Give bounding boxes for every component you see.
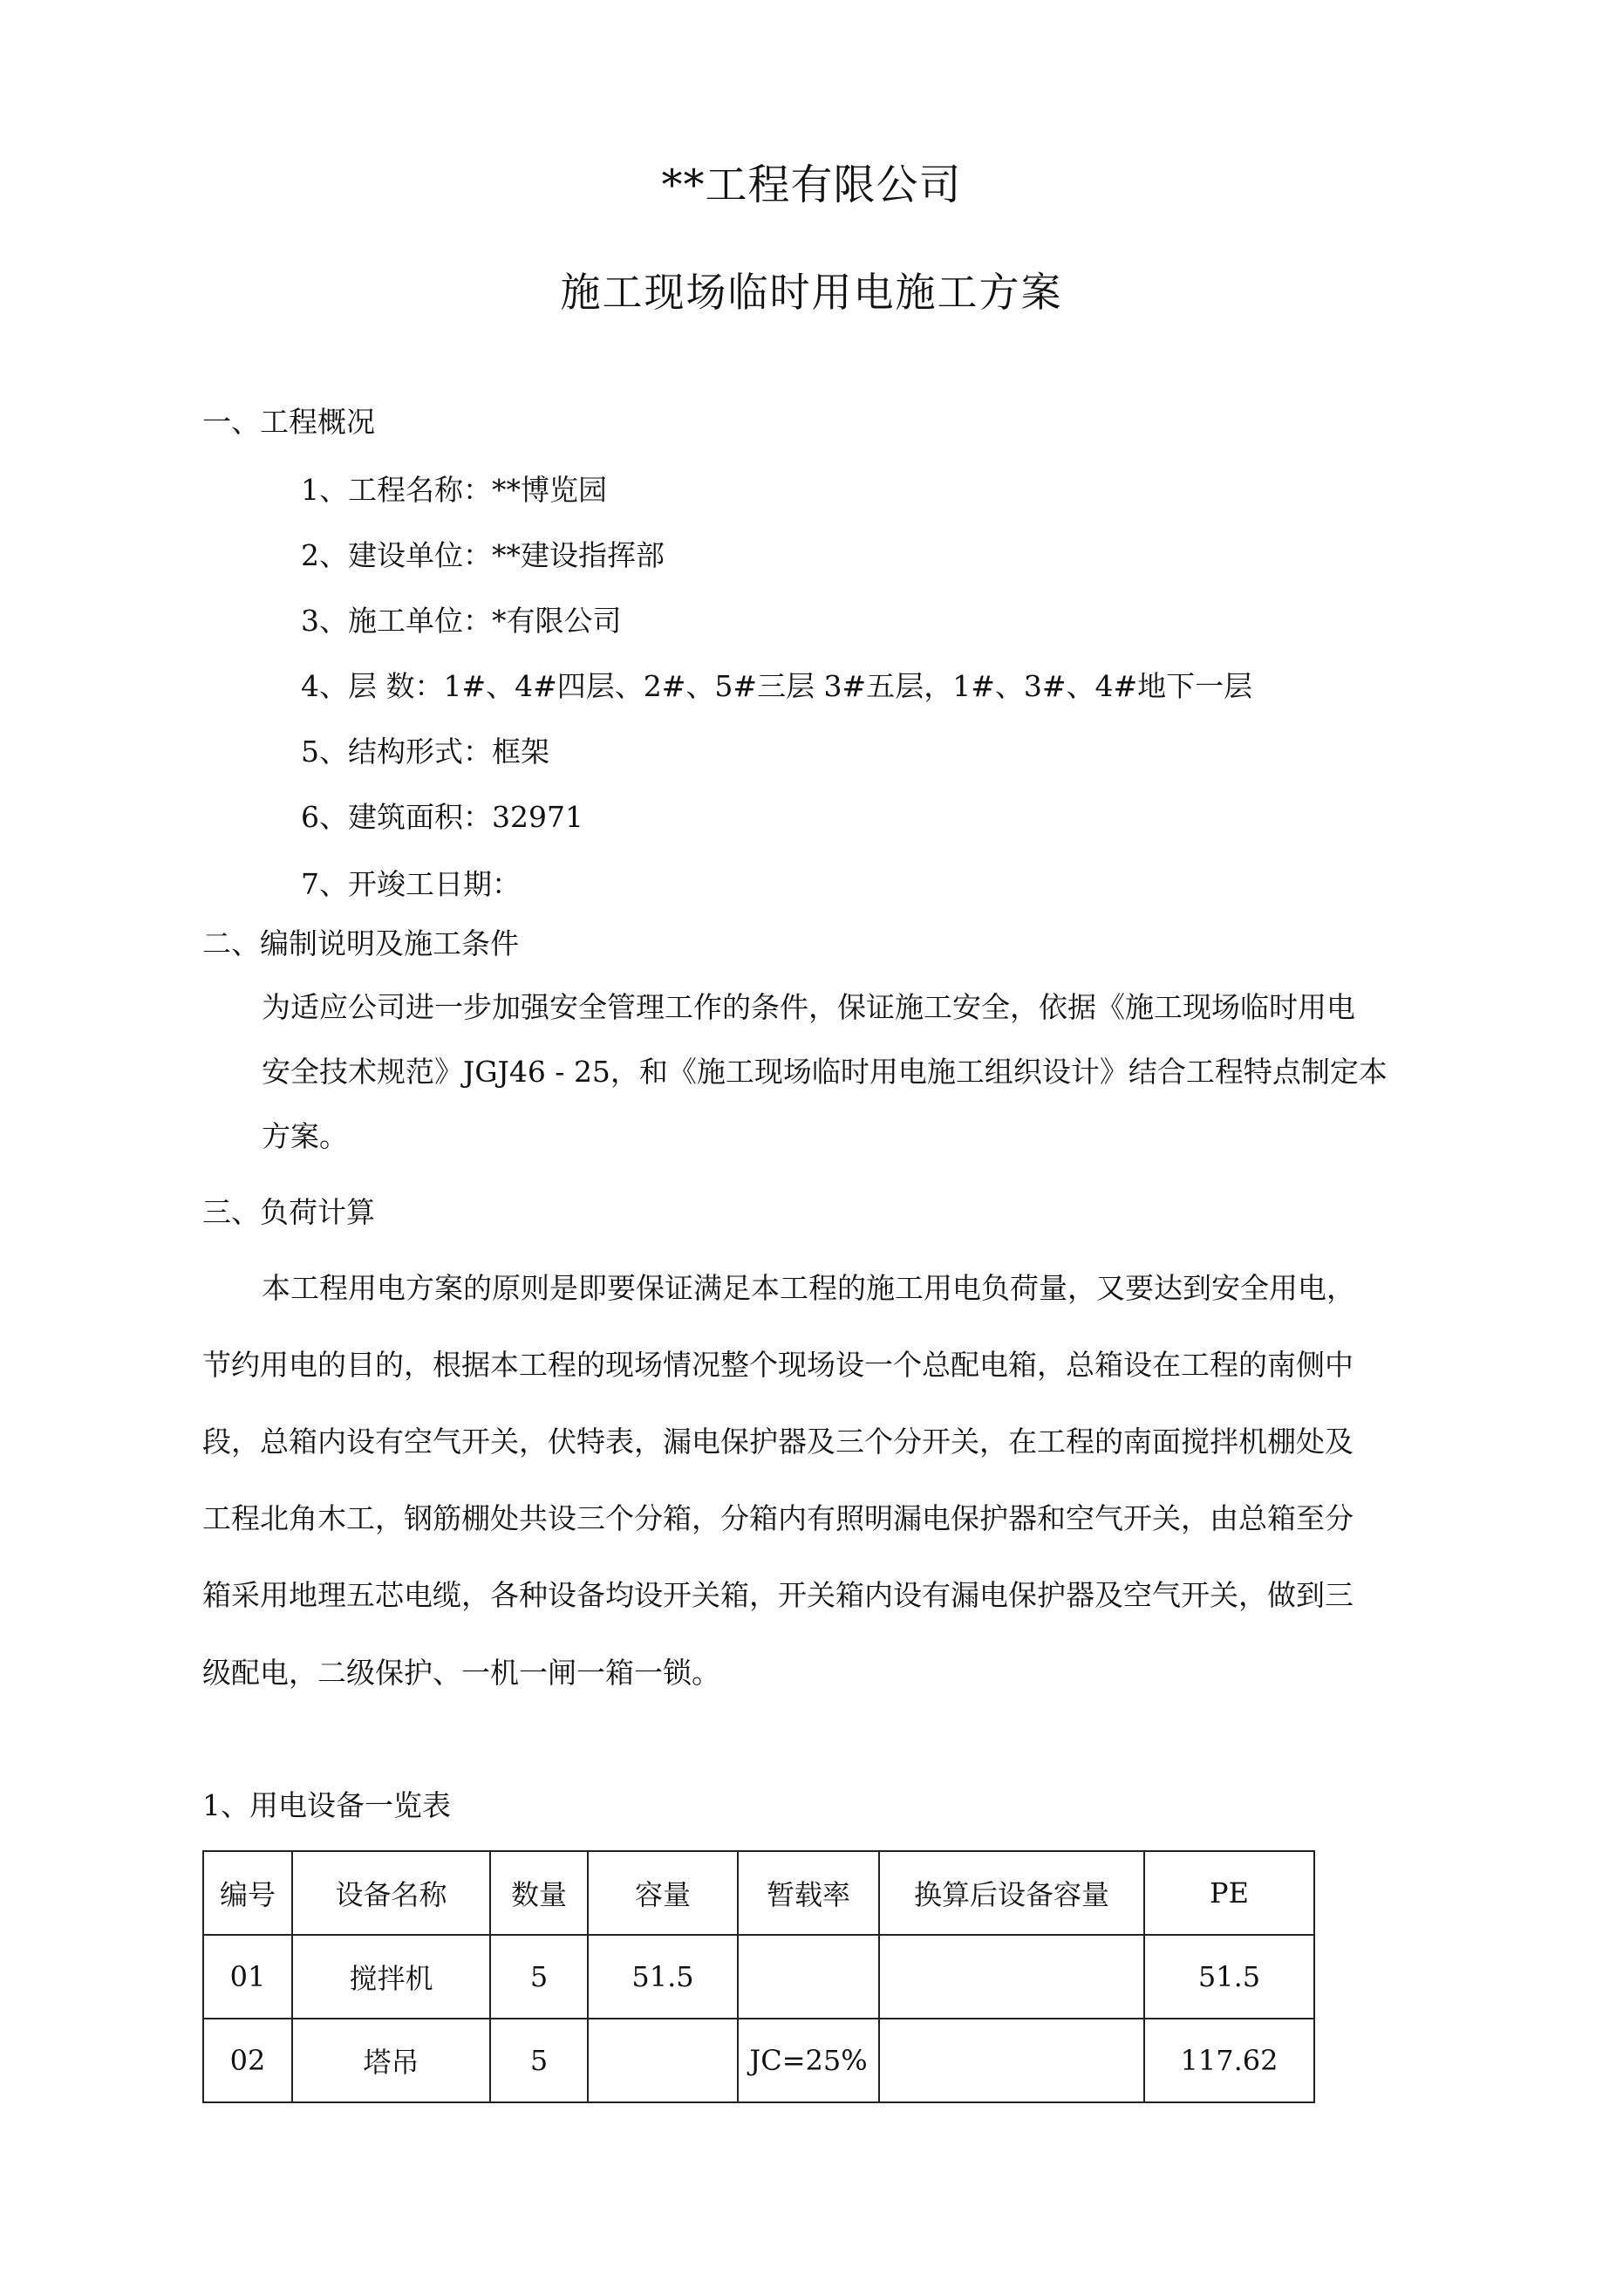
document-title: 施工现场临时用电施工方案: [560, 269, 1063, 316]
table-cell: JC=25%: [738, 2019, 879, 2102]
table-cell: [879, 2019, 1144, 2102]
table-cell: 51.5: [588, 1935, 738, 2019]
table-header-row: [203, 1851, 1314, 1935]
load-paragraph-line: 箱采用地理五芯电缆，各种设备均设开关箱，开关箱内设有漏电保护器及空气开关，做到三: [202, 1578, 1354, 1612]
preparation-paragraph-line: 为适应公司进一步加强安全管理工作的条件，保证施工安全，依据《施工现场临时用电: [262, 990, 1355, 1024]
table-row: [203, 2019, 1314, 2102]
overview-item-floors: 4、层 数：1#、4#四层、2#、5#三层 3#五层，1#、3#、4#地下一层: [301, 669, 1253, 703]
table-cell: 塔吊: [292, 2019, 490, 2102]
equipment-table-title: 1、用电设备一览表: [202, 1788, 451, 1822]
section-heading-overview: 一、工程概况: [202, 405, 375, 439]
header-cell-number: 编号: [203, 1851, 292, 1935]
equipment-table: [202, 1850, 1315, 2103]
table-cell: 02: [203, 2019, 292, 2102]
overview-item-client: 2、建设单位：**建设指挥部: [301, 538, 665, 572]
table-cell: 117.62: [1144, 2019, 1314, 2102]
header-cell-capacity: 容量: [588, 1851, 738, 1935]
table-cell: 5: [490, 1935, 588, 2019]
table-cell: [588, 2019, 738, 2102]
table-cell: 搅拌机: [292, 1935, 490, 2019]
load-paragraph-line: 级配电，二级保护、一机一闸一箱一锁。: [202, 1656, 720, 1690]
table-row: [203, 1935, 1314, 2019]
table-cell: [738, 1935, 879, 2019]
load-paragraph-line: 本工程用电方案的原则是即要保证满足本工程的施工用电负荷量，又要达到安全用电，: [262, 1271, 1355, 1305]
table-cell: 51.5: [1144, 1935, 1314, 2019]
load-paragraph-line: 段，总箱内设有空气开关，伏特表，漏电保护器及三个分开关，在工程的南面搅拌机棚处及: [202, 1425, 1354, 1459]
header-cell-converted-capacity: 换算后设备容量: [879, 1851, 1144, 1935]
overview-item-area: 6、建筑面积：32971: [301, 800, 583, 834]
overview-item-contractor: 3、施工单位：*有限公司: [301, 604, 622, 638]
table-cell: 5: [490, 2019, 588, 2102]
header-cell-pe: PE: [1144, 1851, 1314, 1935]
load-paragraph-line: 节约用电的目的，根据本工程的现场情况整个现场设一个总配电箱，总箱设在工程的南侧中: [202, 1348, 1354, 1382]
table-cell: 01: [203, 1935, 292, 2019]
section-heading-preparation: 二、编制说明及施工条件: [202, 926, 519, 960]
section-heading-load-calculation: 三、负荷计算: [202, 1195, 375, 1229]
preparation-paragraph-line: 安全技术规范》JGJ46 - 25，和《施工现场临时用电施工组织设计》结合工程特点制定本: [262, 1055, 1388, 1089]
overview-item-project-name: 1、工程名称：**博览园: [301, 473, 607, 507]
preparation-paragraph-line: 方案。: [262, 1119, 348, 1153]
header-cell-quantity: 数量: [490, 1851, 588, 1935]
table-cell: [879, 1935, 1144, 2019]
header-cell-duty-cycle: 暂载率: [738, 1851, 879, 1935]
load-paragraph-line: 工程北角木工，钢筋棚处共设三个分箱，分箱内有照明漏电保护器和空气开关，由总箱至分: [202, 1501, 1354, 1535]
header-cell-equipment-name: 设备名称: [292, 1851, 490, 1935]
company-name: **工程有限公司: [661, 161, 962, 209]
overview-item-structure: 5、结构形式：框架: [301, 735, 549, 769]
overview-item-dates: 7、开竣工日期：: [301, 867, 521, 901]
